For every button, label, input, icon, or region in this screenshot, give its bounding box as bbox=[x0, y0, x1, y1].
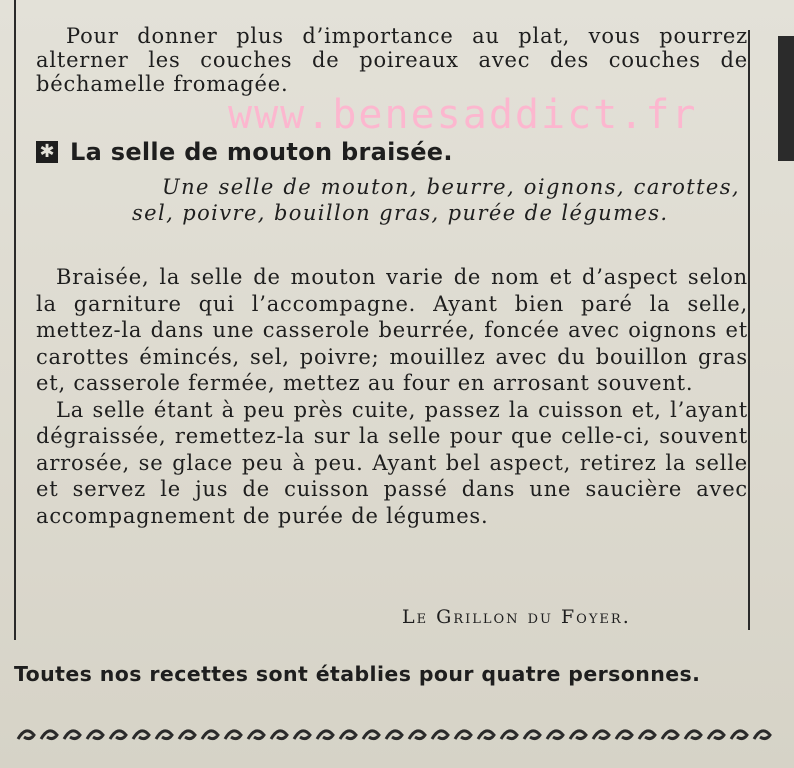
star-box-icon: ✱ bbox=[36, 141, 58, 163]
column-rule-right bbox=[748, 30, 750, 630]
wave-scroll-ornament-icon bbox=[12, 715, 782, 756]
footer-note: Toutes nos recettes sont établies pour quatre personnes. bbox=[14, 662, 701, 686]
adjacent-column-edge bbox=[778, 36, 794, 161]
intro-paragraph: Pour donner plus d’importance au plat, vous pourrez alterner les couches de poireaux avec des couches de béchamelle fromagée. bbox=[36, 24, 748, 96]
column-rule-left bbox=[14, 0, 16, 640]
recipe-title: La selle de mouton braisée. bbox=[70, 138, 453, 166]
recipe-paragraph-1: Braisée, la selle de mouton varie de nom et d’aspect selon la garniture qui l’accompagne. Ayant bien paré la selle, mettez-la dans une casserole beurrée, foncée avec oignons et carottes émincés, sel, poivre; mouillez avec du bouillon gras et, casserole fermée, mettez au four en arrosant souvent. bbox=[36, 265, 748, 395]
author-signature: Le Grillon du Foyer. bbox=[402, 606, 631, 628]
recipe-title-row bbox=[36, 138, 453, 166]
ingredients-list: Une selle de mouton, beurre, oignons, carottes, sel, poivre, bouillon gras, purée de légumes. bbox=[132, 175, 740, 225]
recipe-body bbox=[36, 264, 748, 529]
watermark: www.benesaddict.fr bbox=[228, 92, 698, 138]
recipe-paragraph-2: La selle étant à peu près cuite, passez la cuisson et, l’ayant dégraissée, remettez-la sur la selle pour que celle-ci, souvent arrosée, se glace peu à peu. Ayant bel aspect, retirez la selle et servez le jus de cuisson passé dans une saucière avec accompagnement de purée de légumes. bbox=[36, 397, 748, 528]
